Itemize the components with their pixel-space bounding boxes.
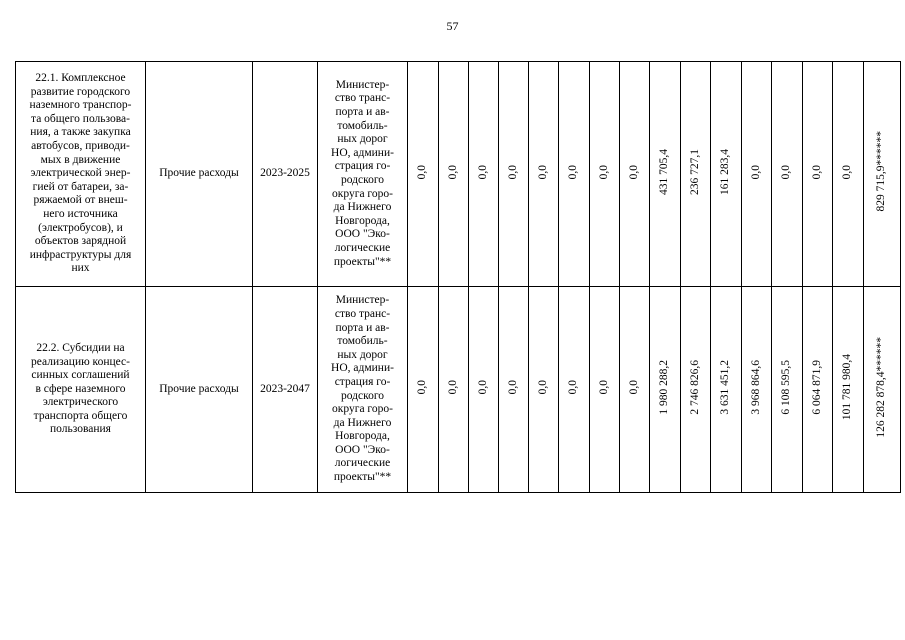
value-text: 0,0	[597, 164, 610, 179]
value-text: 0,0	[446, 380, 459, 395]
value-cell	[650, 62, 681, 287]
executor-line: порта и ав-	[335, 106, 390, 119]
value-cell	[559, 62, 590, 287]
executor-line: Новгорода,	[335, 214, 390, 227]
value-cell	[711, 287, 742, 493]
value-cell	[803, 62, 833, 287]
value-text: 0,0	[810, 164, 823, 179]
period-cell: 2023-2047	[253, 287, 318, 493]
event-name-line: ния, а также закупка	[30, 126, 131, 139]
event-name-line: наземного транспор-	[29, 99, 132, 112]
executor-line: страция го-	[334, 160, 391, 173]
executor-line: томобиль-	[337, 119, 388, 132]
value-cell	[803, 287, 833, 493]
event-name-line: транспорта общего	[33, 409, 128, 422]
value-cell	[742, 62, 772, 287]
event-name-line: пользования	[50, 423, 111, 436]
value-text: 0,0	[506, 380, 519, 395]
value-cell	[833, 287, 864, 493]
event-name-line: та общего пользова-	[31, 112, 130, 125]
value-text: 0,0	[536, 164, 549, 179]
expense-type-cell: Прочие расходы	[146, 62, 253, 287]
value-cell	[772, 287, 803, 493]
value-text: 0,0	[416, 164, 429, 179]
executor-line: Министер-	[335, 78, 390, 91]
executor-line: родского	[340, 174, 385, 186]
executor-line: проекты"**	[333, 255, 392, 268]
value-cell	[742, 287, 772, 493]
event-name-cell	[16, 287, 146, 493]
event-name-line: автобусов, приводи-	[31, 140, 130, 153]
value-cell	[499, 287, 529, 493]
executor-cell	[318, 62, 408, 287]
event-name-line: реализацию концес-	[31, 355, 130, 368]
executor-line: родского	[340, 389, 385, 402]
period-cell: 2023-2025	[253, 62, 318, 287]
value-cell	[469, 62, 499, 287]
executor-line: страция го-	[334, 375, 391, 388]
value-cell	[864, 62, 901, 287]
event-name-line: в сфере наземного	[35, 382, 126, 395]
value-text: 1 980 288,2	[658, 359, 671, 415]
event-name-line: (электробусов), и	[38, 221, 123, 234]
executor-line: логические	[334, 241, 391, 254]
executor-line: ство транс-	[334, 307, 391, 320]
event-name-line: инфраструктуры для	[29, 248, 132, 261]
value-cell	[833, 62, 864, 287]
value-cell	[620, 62, 650, 287]
value-text: 161 283,4	[719, 148, 732, 195]
value-cell	[439, 62, 469, 287]
value-cell	[650, 287, 681, 493]
value-cell	[590, 62, 620, 287]
table-row	[16, 287, 901, 493]
event-name-line: развитие городского	[30, 85, 131, 98]
executor-line: ООО "Эко-	[335, 443, 390, 456]
value-cell	[590, 287, 620, 493]
value-cell	[864, 287, 901, 493]
value-text: 829 715,9******	[875, 131, 888, 212]
budget-table	[15, 61, 901, 493]
value-text: 0,0	[567, 380, 580, 395]
value-text: 3 631 451,2	[719, 359, 732, 415]
executor-line: ных дорог	[337, 348, 388, 361]
value-text: 236 727,1	[688, 148, 701, 195]
value-text: 0,0	[597, 380, 610, 395]
event-name-line: электрического	[42, 396, 119, 409]
event-name-line: объектов зарядной	[34, 235, 127, 248]
value-text: 0,0	[446, 164, 459, 179]
executor-line: логические	[334, 457, 391, 470]
value-text: 0,0	[780, 164, 793, 179]
executor-line: ных дорог	[337, 133, 388, 146]
value-text: 3 968 864,6	[749, 359, 762, 415]
executor-line: да Нижнего	[333, 201, 392, 214]
value-cell	[529, 62, 559, 287]
event-name-line: него источника	[43, 207, 118, 220]
executor-line: НО, админи-	[331, 362, 394, 375]
value-text: 0,0	[476, 164, 489, 179]
value-cell	[408, 287, 439, 493]
value-text: 6 108 595,5	[780, 359, 793, 415]
event-name-line: 22.2. Субсидии на	[36, 341, 125, 354]
event-name-line: них	[71, 262, 90, 275]
value-cell	[469, 287, 499, 493]
value-text: 0,0	[627, 164, 640, 179]
value-text: 0,0	[416, 380, 429, 395]
executor-line: Министер-	[335, 294, 390, 307]
executor-cell	[318, 287, 408, 493]
executor-line: порта и ав-	[335, 321, 390, 334]
value-text: 0,0	[841, 164, 854, 179]
value-text: 0,0	[627, 380, 640, 395]
value-text: 0,0	[749, 164, 762, 179]
value-cell	[439, 287, 469, 493]
value-text: 101 781 980,4	[841, 354, 854, 421]
event-name-line: 22.1. Комплексное	[35, 72, 126, 85]
expense-type-cell: Прочие расходы	[146, 287, 253, 493]
value-cell	[772, 62, 803, 287]
value-cell	[529, 287, 559, 493]
value-text: 126 282 878,4******	[875, 336, 888, 438]
event-name-line: синных соглашений	[31, 369, 130, 382]
value-text: 0,0	[476, 380, 489, 395]
executor-line: ООО "Эко-	[335, 228, 390, 241]
event-name-line: электрической энер-	[30, 167, 131, 180]
table-row	[16, 62, 901, 287]
value-cell	[681, 62, 711, 287]
value-cell	[681, 287, 711, 493]
executor-line: проекты"**	[333, 471, 392, 484]
executor-line: да Нижнего	[333, 416, 392, 429]
event-name-line: ряжаемой от внеш-	[33, 194, 128, 207]
executor-line: округа горо-	[332, 187, 393, 200]
executor-line: НО, админи-	[331, 146, 394, 159]
executor-line: Новгорода,	[335, 430, 390, 443]
executor-line: округа горо-	[332, 403, 393, 416]
value-text: 431 705,4	[658, 148, 671, 195]
value-cell	[499, 62, 529, 287]
value-cell	[620, 287, 650, 493]
event-name-cell	[16, 62, 146, 287]
value-text: 0,0	[536, 380, 549, 395]
value-cell	[559, 287, 590, 493]
value-cell	[408, 62, 439, 287]
executor-line: томобиль-	[337, 335, 388, 348]
value-text: 6 064 871,9	[810, 359, 823, 415]
value-text: 0,0	[506, 164, 519, 179]
value-text: 2 746 826,6	[688, 359, 701, 415]
value-cell	[711, 62, 742, 287]
page-number: 57	[446, 19, 459, 33]
value-text: 0,0	[567, 164, 580, 179]
event-name-line: гией от батареи, за-	[32, 180, 129, 193]
event-name-line: мых в движение	[40, 153, 121, 166]
executor-line: ство транс-	[334, 92, 391, 105]
